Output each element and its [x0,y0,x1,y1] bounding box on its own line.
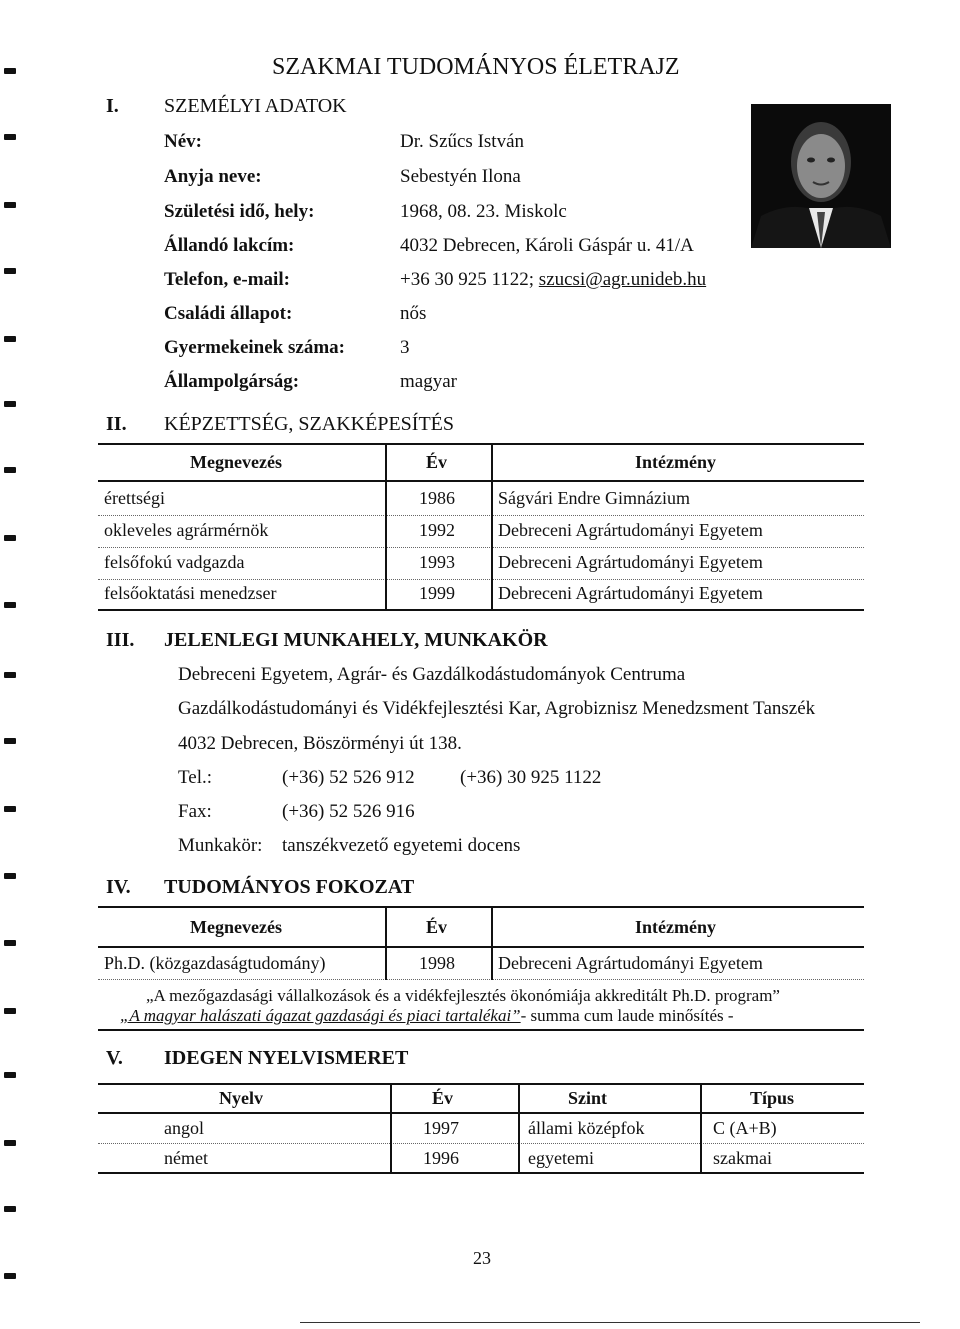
cell-language: német [164,1148,208,1168]
dissertation-note [120,1006,734,1026]
section-number: IV. [106,876,131,898]
fax-value: (+36) 52 526 916 [282,801,415,822]
workplace-address: 4032 Debrecen, Böszörményi út 138. [178,733,462,754]
section-heading: SZEMÉLYI ADATOK [164,95,347,117]
cell-name: felsőfokú vadgazda [104,552,245,572]
tel-value-mobile: (+36) 30 925 1122 [460,767,602,788]
cell-name: felsőoktatási menedzser [104,583,277,603]
col-header-level: Szint [568,1088,608,1108]
col-header-type: Típus [750,1088,795,1108]
col-header-year: Év [426,917,448,937]
page-title: SZAKMAI TUDOMÁNYOS ÉLETRAJZ [272,54,680,80]
cell-level: állami középfok [528,1118,645,1138]
cell-level: egyetemi [528,1148,594,1168]
cell-name: érettségi [104,488,165,508]
field-value-citizenship: magyar [400,371,457,392]
dissertation-grade: - summa cum laude minősítés - [520,1006,734,1025]
program-note: „A mezőgazdasági vállalkozások és a vidékfejlesztés ökonómiája akkreditált Ph.D. program” [146,986,780,1005]
section-number: II. [106,413,127,435]
portrait-photo [751,104,891,248]
section-number: III. [106,629,135,651]
tel-value: (+36) 52 526 912 [282,767,415,788]
cell-year: 1998 [419,953,455,973]
col-header-year: Év [432,1088,454,1108]
dissertation-title: „A magyar halászati ágazat gazdasági és piaci tartalékai” [120,1006,521,1025]
language-table [98,1083,864,1175]
field-label-marital: Családi állapot: [164,303,293,324]
cell-institution: Debreceni Agrártudományi Egyetem [498,953,763,973]
degree-table [98,906,864,982]
field-label-birth: Születési idő, hely: [164,201,315,222]
col-header-institution: Intézmény [635,452,716,472]
email-link[interactable]: szucsi@agr.unideb.hu [538,269,707,290]
field-value-birth: 1968, 08. 23. Miskolc [400,201,567,222]
field-label-phone: Telefon, e-mail: [164,269,290,290]
divider [98,1029,864,1031]
bottom-rule [300,1322,920,1323]
cell-name: Ph.D. (közgazdaságtudomány) [104,953,326,973]
section-heading: KÉPZETTSÉG, SZAKKÉPESÍTÉS [164,413,454,435]
section-heading: IDEGEN NYELVISMERET [164,1047,409,1069]
field-value-marital: nős [400,303,427,324]
cell-type: szakmai [713,1148,772,1168]
cell-type: C (A+B) [713,1118,777,1138]
section-number: V. [106,1047,123,1069]
cell-year: 1993 [419,552,455,572]
fax-label: Fax: [178,801,212,822]
field-value-phone [400,269,706,291]
field-label-mother: Anyja neve: [164,166,262,187]
field-value-children: 3 [400,337,410,358]
col-header-institution: Intézmény [635,917,716,937]
cell-institution: Debreceni Agrártudományi Egyetem [498,583,763,603]
cell-year: 1999 [419,583,455,603]
phone-number: +36 30 925 1122; [400,269,539,290]
cell-year: 1992 [419,520,455,540]
page-number: 23 [473,1248,491,1268]
field-label-name: Név: [164,131,202,152]
cell-language: angol [164,1118,204,1138]
cell-institution: Debreceni Agrártudományi Egyetem [498,520,763,540]
field-label-citizenship: Állampolgárság: [164,371,300,392]
section-heading: JELENLEGI MUNKAHELY, MUNKAKÖR [164,629,548,651]
field-value-name: Dr. Szűcs István [400,131,525,152]
cell-year: 1997 [423,1118,459,1138]
cell-year: 1996 [423,1148,459,1168]
workplace-line: Debreceni Egyetem, Agrár- és Gazdálkodástudományok Centruma [178,664,686,685]
field-label-children: Gyermekeinek száma: [164,337,345,358]
tel-label: Tel.: [178,767,213,788]
field-value-mother: Sebestyén Ilona [400,166,521,187]
job-value: tanszékvezető egyetemi docens [282,835,521,856]
field-label-address: Állandó lakcím: [164,235,295,256]
cell-institution: Ságvári Endre Gimnázium [498,488,690,508]
col-header-name: Megnevezés [190,917,282,937]
col-header-language: Nyelv [219,1088,263,1108]
section-number: I. [106,95,119,117]
field-value-address: 4032 Debrecen, Károli Gáspár u. 41/A [400,235,694,256]
job-label: Munkakör: [178,835,263,856]
cell-institution: Debreceni Agrártudományi Egyetem [498,552,763,572]
education-table [98,443,864,611]
section-heading: TUDOMÁNYOS FOKOZAT [164,876,415,898]
cell-year: 1986 [419,488,455,508]
col-header-year: Év [426,452,448,472]
workplace-line: Gazdálkodástudományi és Vidékfejlesztési Kar, Agrobiznisz Menedzsment Tanszék [178,698,816,719]
cell-name: okleveles agrármérnök [104,520,269,540]
col-header-name: Megnevezés [190,452,282,472]
